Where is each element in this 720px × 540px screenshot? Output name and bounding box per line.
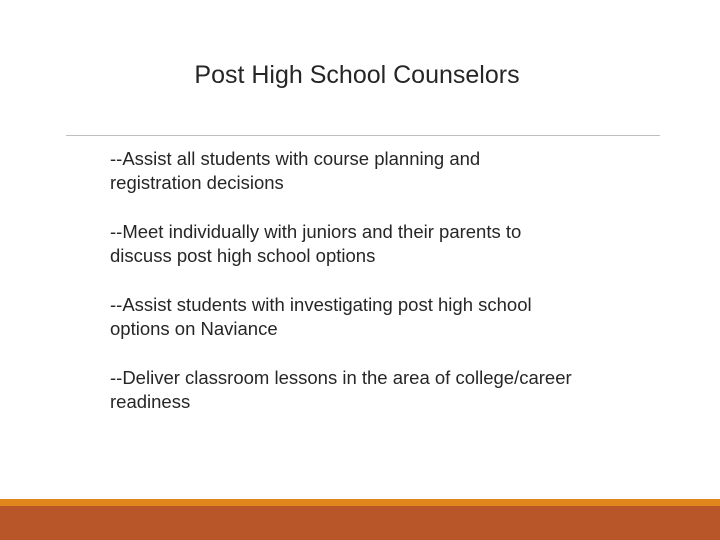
bullet-item: --Deliver classroom lessons in the area of college/career readiness [110, 367, 572, 412]
footer-bar [0, 499, 720, 540]
footer-main-stripe [0, 506, 720, 540]
slide-title: Post High School Counselors [194, 61, 520, 89]
footer-accent-stripe [0, 499, 720, 506]
bullet-item: --Meet individually with juniors and their parents to discuss post high school options [110, 221, 522, 266]
bullet-item: --Assist all students with course planning and registration decisions [110, 148, 481, 193]
title-divider [66, 135, 660, 136]
bullet-item: --Assist students with investigating post high school options on Naviance [110, 294, 532, 339]
bullet-list [110, 147, 670, 439]
